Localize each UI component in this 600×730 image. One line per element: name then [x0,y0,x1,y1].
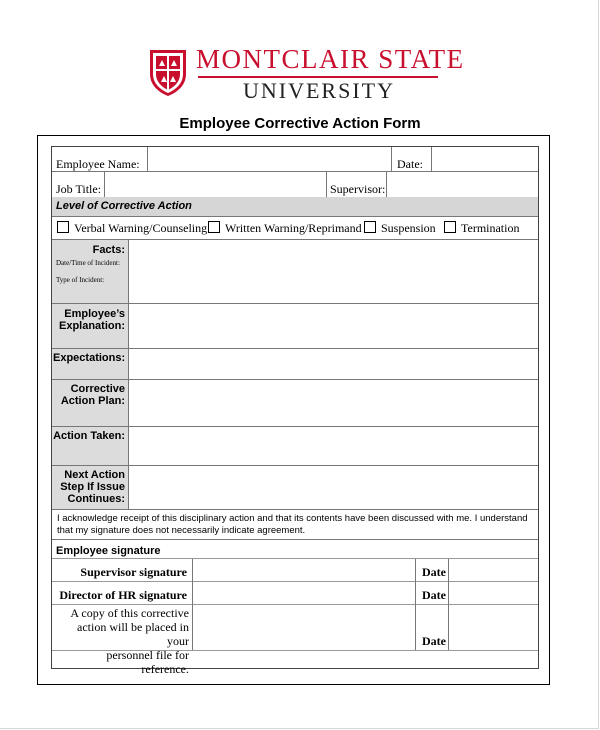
divider [52,465,538,466]
divider [52,604,538,605]
divider [192,559,193,650]
divider [326,172,327,197]
expectations-field[interactable] [130,350,537,378]
hr-director-signature-field[interactable] [194,583,414,603]
university-shield-logo [148,48,188,98]
option-verbal-warning[interactable]: Verbal Warning/Counseling [57,221,207,236]
action-taken-label: Action Taken: [53,430,125,442]
university-subtitle: UNIVERSITY [243,78,395,103]
divider [386,172,387,197]
divider [52,348,538,349]
date-label: Date: [397,157,423,171]
job-title-label: Job Title: [56,182,102,196]
type-incident-label: Type of Incident: [56,276,105,284]
level-heading: Level of Corrective Action [56,200,192,212]
supervisor-label: Supervisor: [330,182,386,196]
facts-label: Facts: [92,244,125,256]
divider [52,539,538,540]
divider [52,303,538,304]
employee-name-field[interactable] [149,148,389,170]
checkbox[interactable] [57,221,69,233]
divider [431,147,432,171]
job-title-field[interactable] [106,173,324,196]
hr-director-date-label: Date [422,588,446,602]
supervisor-signature-label: Supervisor signature [80,565,187,579]
divider [128,240,129,509]
expectations-label: Expectations: [53,352,126,364]
hr-director-signature-label: Director of HR signature [59,588,187,602]
employee-name-label: Employee Name: [56,157,140,171]
copy-notice: A copy of this corrective action will be placed in your personnel file for reference. [70,606,189,676]
checkbox[interactable] [208,221,220,233]
copy-date-label: Date [422,634,446,648]
divider [147,147,148,171]
divider [415,559,416,650]
facts-field[interactable] [130,241,537,302]
corrective-plan-label: Corrective Action Plan: [60,383,125,407]
supervisor-date-label: Date [422,565,446,579]
supervisor-date-field[interactable] [450,560,537,580]
explanation-label: Employee’s Explanation: [58,308,125,332]
date-time-incident-label: Date/Time of Incident: [56,259,120,267]
divider [104,172,105,197]
checkbox[interactable] [364,221,376,233]
divider [52,216,538,217]
action-taken-field[interactable] [130,428,537,464]
option-suspension[interactable]: Suspension [364,221,436,236]
explanation-field[interactable] [130,305,537,347]
hr-director-date-field[interactable] [450,583,537,603]
employee-signature-label: Employee signature [56,545,161,557]
corrective-plan-field[interactable] [130,381,537,425]
option-termination[interactable]: Termination [444,221,519,236]
divider [52,581,538,582]
supervisor-signature-field[interactable] [194,560,414,580]
divider [52,558,538,559]
acknowledgement-text: I acknowledge receipt of this disciplinary action and that its contents have been discussed with me. I understand that my signature does not necessarily indicate agreement. [57,513,528,536]
divider [52,426,538,427]
form-title: Employee Corrective Action Form [179,115,421,132]
next-action-label: Next Action Step If Issue Continues: [60,469,125,505]
date-field[interactable] [433,148,537,170]
university-name: MONTCLAIR STATE [196,44,465,74]
copy-date-field[interactable] [450,606,537,649]
divider [52,379,538,380]
option-written-warning[interactable]: Written Warning/Reprimand [208,221,362,236]
divider [52,509,538,510]
divider [391,147,392,171]
divider [448,559,449,650]
checkbox[interactable] [444,221,456,233]
next-action-field[interactable] [130,467,537,508]
supervisor-field[interactable] [388,173,537,196]
